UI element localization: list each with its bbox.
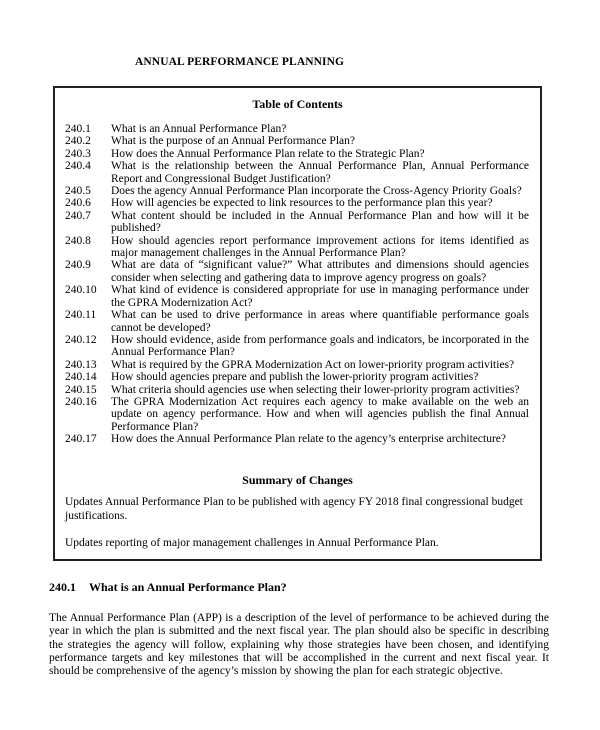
toc-item — [65, 197, 529, 209]
toc-item — [65, 433, 529, 445]
toc-item — [65, 396, 529, 433]
toc-item — [65, 210, 529, 235]
toc-item-text: How does the Annual Performance Plan relate to the Strategic Plan? — [111, 147, 425, 160]
toc-item-text: Does the agency Annual Performance Plan incorporate the Cross-Agency Priority Goals? — [111, 185, 522, 198]
toc-item — [65, 185, 529, 197]
toc-item-number: 240.1 — [65, 123, 91, 135]
toc-item-number: 240.8 — [65, 234, 91, 247]
toc-item-text: What is required by the GPRA Modernization Act on lower-priority program activities? — [111, 358, 515, 371]
toc-item-number: 240.4 — [65, 160, 91, 173]
toc-item-text: What content should be included in the Annual Performance Plan and how will it be published? — [111, 209, 529, 235]
section-number: 240.1 — [49, 580, 76, 594]
toc-item — [65, 359, 529, 371]
toc-item-number: 240.15 — [65, 383, 97, 396]
toc-item-number: 240.5 — [65, 185, 91, 198]
toc-item-number: 240.9 — [65, 259, 91, 272]
toc-item — [65, 148, 529, 160]
toc-item-text: What kind of evidence is considered appropriate for use in managing performance under the GPRA Modernization Act? — [111, 284, 529, 309]
toc-list — [65, 123, 529, 446]
section-heading — [49, 580, 287, 595]
summary-paragraph: Updates Annual Performance Plan to be published with agency FY 2018 final congressional budget justifications. — [65, 496, 523, 522]
toc-item-text: The GPRA Modernization Act requires each agency to make available on the web an update on agency performance. How and when will agencies publish the final Annual Performance Plan? — [111, 395, 529, 433]
toc-item — [65, 259, 529, 284]
toc-item-number: 240.13 — [65, 358, 97, 371]
toc-item — [65, 123, 529, 135]
toc-item-text: What are data of “significant value?” What attributes and dimensions should agencies consider when selecting and gathering data to improve agency progress on goals? — [111, 259, 529, 284]
toc-item-number: 240.2 — [65, 135, 91, 148]
toc-item-text: How should agencies prepare and publish the lower-priority program activities? — [111, 371, 479, 384]
toc-item-text: What criteria should agencies use when selecting their lower-priority program activities? — [111, 383, 520, 396]
toc-item-number: 240.11 — [65, 309, 97, 322]
toc-item — [65, 160, 529, 185]
toc-item-number: 240.14 — [65, 371, 97, 384]
toc-box — [53, 86, 542, 561]
toc-item — [65, 135, 529, 147]
toc-item-number: 240.3 — [65, 147, 91, 160]
section-title: What is an Annual Performance Plan? — [89, 580, 287, 594]
toc-heading: Table of Contents — [252, 97, 343, 111]
page-title: ANNUAL PERFORMANCE PLANNING — [135, 56, 345, 68]
toc-item-text: What is an Annual Performance Plan? — [111, 123, 287, 135]
toc-item-number: 240.16 — [65, 395, 97, 408]
toc-item-number: 240.10 — [65, 284, 97, 297]
toc-item — [65, 384, 529, 396]
toc-item — [65, 334, 529, 359]
toc-item — [65, 284, 529, 309]
toc-item-number: 240.7 — [65, 209, 91, 222]
toc-item-number: 240.6 — [65, 197, 91, 210]
toc-item — [65, 309, 529, 334]
toc-item — [65, 235, 529, 260]
summary-heading: Summary of Changes — [242, 473, 353, 487]
toc-item-number: 240.17 — [65, 433, 97, 446]
toc-item-text: How should agencies report performance improvement actions for items identified as major management challenges in the Annual Performance Plan? — [111, 234, 529, 260]
toc-item-text: What is the relationship between the Annual Performance Plan, Annual Performance Report and Congressional Budget Justification? — [111, 160, 529, 185]
toc-item-number: 240.12 — [65, 333, 97, 346]
toc-item — [65, 371, 529, 383]
section-body: The Annual Performance Plan (APP) is a description of the level of performance to be achieved during the year in which the plan is submitted and the next fiscal year. The plan should also be specific in describing the strategies the agency will follow, explaining why those strategies have been chosen, and identifying performance targets and key milestones that will be accomplished in the current and next fiscal year. It should be comprehensive of the agency’s mission by showing the plan for each strategic objective. — [49, 612, 549, 678]
toc-item-text: How does the Annual Performance Plan relate to the agency’s enterprise architecture? — [111, 433, 506, 446]
summary-paragraph: Updates reporting of major management challenges in Annual Performance Plan. — [65, 537, 439, 549]
toc-item-text: What is the purpose of an Annual Performance Plan? — [111, 135, 355, 148]
toc-item-text: How should evidence, aside from performance goals and indicators, be incorporated in the Annual Performance Plan? — [111, 333, 529, 359]
toc-item-text: What can be used to drive performance in areas where quantifiable performance goals cannot be developed? — [111, 309, 529, 334]
toc-item-text: How will agencies be expected to link resources to the performance plan this year? — [111, 197, 493, 210]
